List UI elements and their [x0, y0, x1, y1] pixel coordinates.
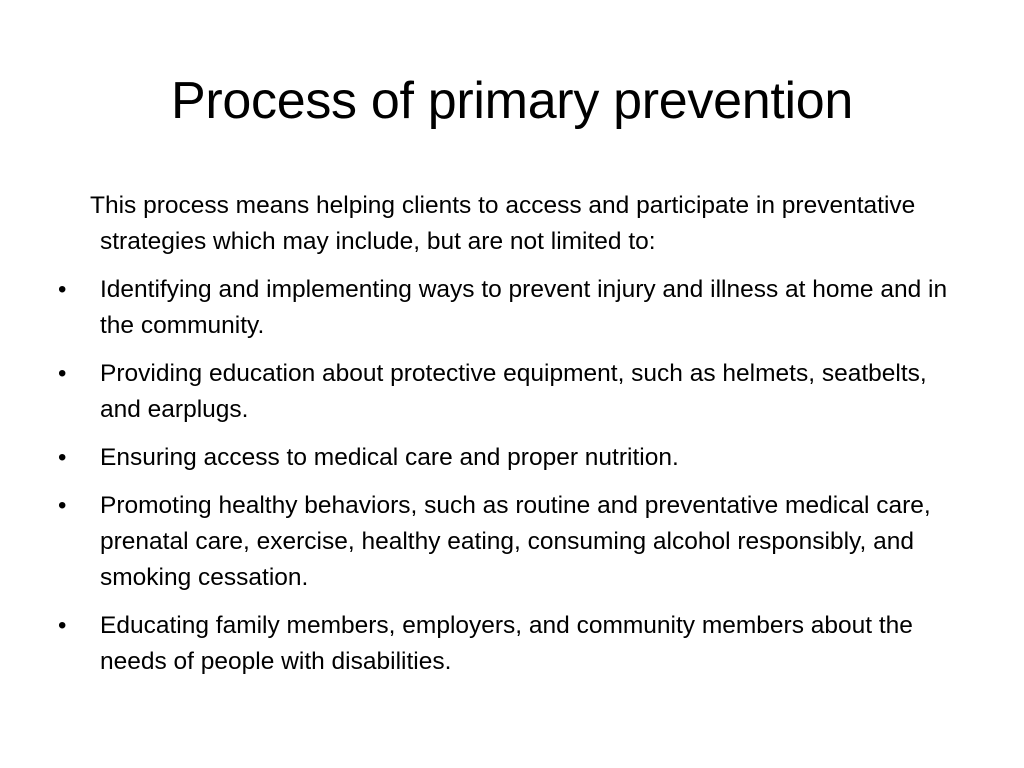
list-item — [56, 356, 956, 428]
slide-title: Process of primary prevention — [170, 72, 854, 130]
bullet-icon: • — [58, 612, 67, 639]
intro-paragraph: This process means helping clients to access and participate in preventative strategies which may include, but are not limited to: — [90, 192, 916, 255]
slide-body — [56, 188, 956, 680]
list-item — [56, 608, 956, 680]
bullet-text: Providing education about protective equipment, such as helmets, seatbelts, and earplugs. — [100, 360, 927, 423]
list-item — [56, 488, 956, 596]
bullet-text: Identifying and implementing ways to prevent injury and illness at home and in the community. — [100, 276, 948, 339]
list-item — [56, 272, 956, 344]
bullet-text: Promoting healthy behaviors, such as routine and preventative medical care, prenatal care, exercise, healthy eating, consuming alcohol responsibly, and smoking cessation. — [100, 492, 931, 591]
bullet-text: Educating family members, employers, and community members about the needs of people with disabilities. — [100, 612, 913, 675]
bullet-icon: • — [58, 276, 67, 303]
bullet-icon: • — [58, 444, 67, 471]
bullet-icon: • — [58, 492, 67, 519]
bullet-icon: • — [58, 360, 67, 387]
bullet-text: Ensuring access to medical care and proper nutrition. — [100, 444, 679, 471]
list-item — [56, 440, 956, 476]
bullet-list — [56, 272, 956, 680]
